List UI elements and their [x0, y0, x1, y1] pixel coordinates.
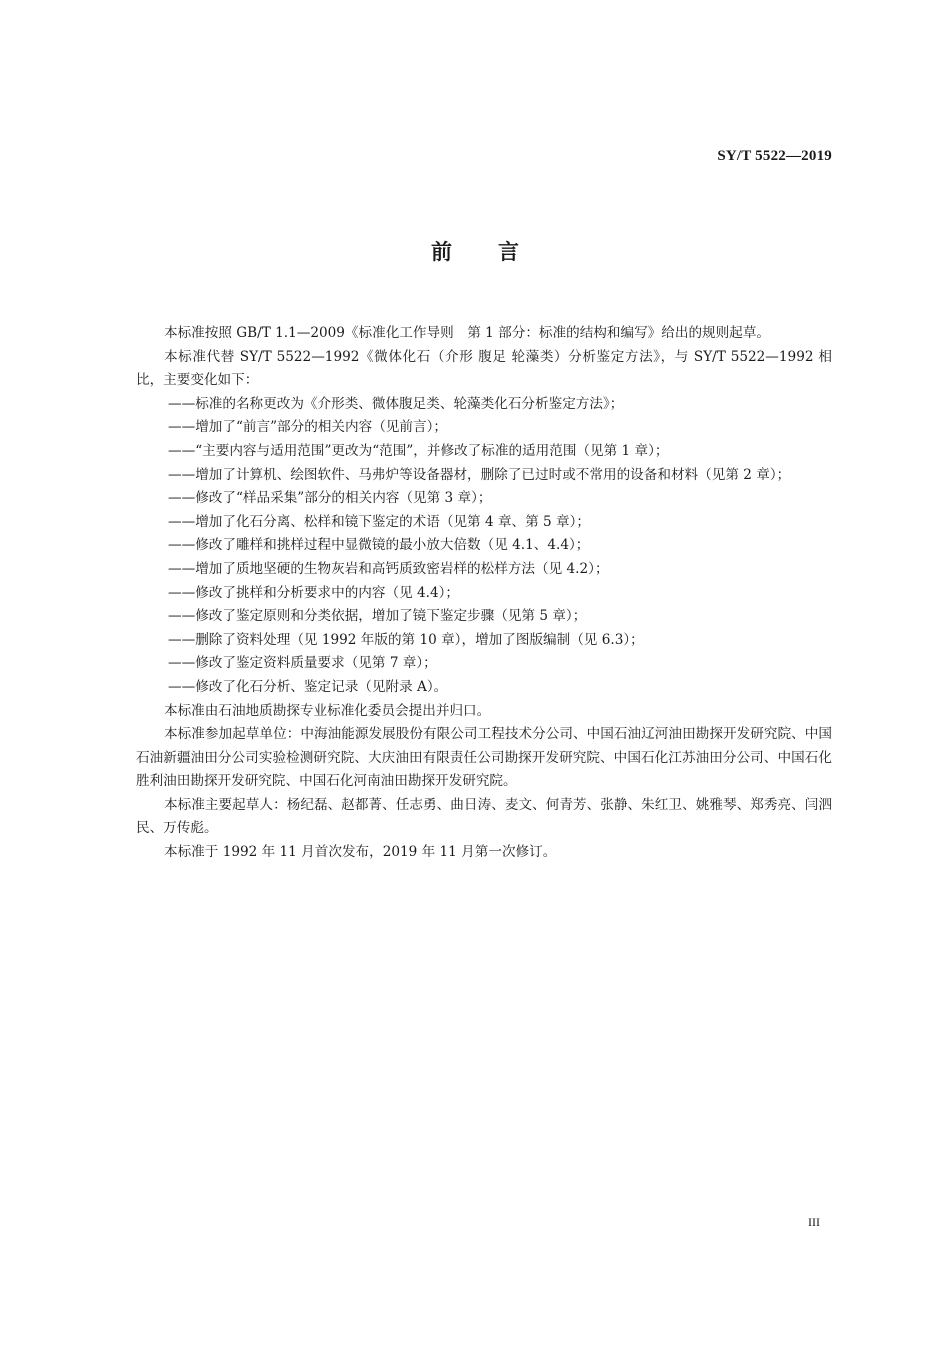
- paragraph-proposer: 本标准由石油地质勘探专业标准化委员会提出并归口。: [164, 702, 491, 719]
- paragraph-drafting-units: 本标准参加起草单位：中海油能源发展股份有限公司工程技术分公司、中国石油辽河油田勘探开发研究院、中国石油新疆油田分公司实验检测研究院、大庆油田有限责任公司勘探开发研究院、中国石化江苏油田分公司、中国石化胜利油田勘探开发研究院、中国石化河南油田勘探开发研究院。: [136, 726, 832, 790]
- change-item: ——修改了鉴定原则和分类依据，增加了镜下鉴定步骤（见第 5 章）；: [168, 608, 587, 625]
- paragraph-drafting-rules: 本标准按照 GB/T 1.1—2009《标准化工作导则 第 1 部分：标准的结构和编写》给出的规则起草。: [164, 325, 771, 341]
- change-item: ——标准的名称更改为《介形类、微体腹足类、轮藻类化石分析鉴定方法》；: [168, 395, 624, 412]
- paragraph-history: 本标准于 1992 年 11 月首次发布，2019 年 11 月第一次修订。: [164, 844, 557, 861]
- foreword-body: [136, 322, 832, 865]
- change-item: ——“主要内容与适用范围”更改为“范围”，并修改了标准的适用范围（见第 1 章）；: [168, 442, 669, 459]
- change-item: ——增加了计算机、绘图软件、马弗炉等设备器材，删除了已过时或不常用的设备和材料（见第 2 章）；: [168, 466, 791, 483]
- change-item: ——增加了质地坚硬的生物灰岩和高钙质致密岩样的松样方法（见 4.2）；: [168, 560, 609, 577]
- page-title: 前言: [431, 240, 565, 264]
- change-item: ——修改了雕样和挑样过程中显微镜的最小放大倍数（见 4.1、4.4）；: [168, 537, 590, 554]
- change-item: ——修改了挑样和分析要求中的内容（见 4.4）；: [168, 584, 460, 601]
- paragraph-replacement: 本标准代替 SY/T 5522—1992《微体化石（介形 腹足 轮藻类）分析鉴定方法》，与 SY/T 5522—1992 相比，主要变化如下：: [136, 348, 832, 389]
- page-number: III: [808, 1215, 820, 1229]
- standard-code: SY/T 5522—2019: [717, 148, 832, 164]
- change-item: ——增加了化石分离、松样和镜下鉴定的术语（见第 4 章、第 5 章）；: [168, 513, 590, 530]
- paragraph-drafters: 本标准主要起草人：杨纪磊、赵都菁、任志勇、曲日涛、麦文、何青芳、张静、朱红卫、姚雅琴、郑秀亮、闫泗民、万传彪。: [136, 796, 832, 837]
- change-item: ——修改了“样品采集”部分的相关内容（见第 3 章）；: [168, 490, 492, 507]
- change-item: ——修改了化石分析、鉴定记录（见附录 A）。: [168, 678, 448, 695]
- change-item: ——修改了鉴定资料质量要求（见第 7 章）；: [168, 655, 437, 672]
- change-item: ——删除了资料处理（见 1992 年版的第 10 章），增加了图版编制（见 6.3）；: [168, 631, 644, 648]
- change-item: ——增加了“前言”部分的相关内容（见前言）；: [168, 419, 447, 436]
